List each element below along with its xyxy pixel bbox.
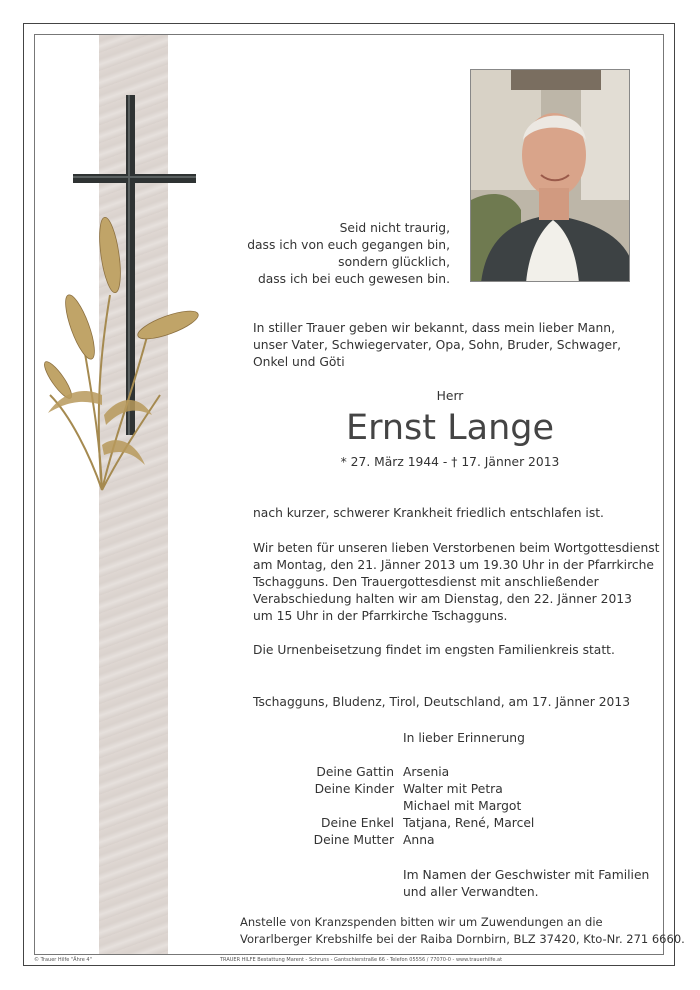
footer-copyright: © Trauer Hilfe "Ähre 4" (34, 957, 92, 963)
service-line: Verabschiedung halten wir am Dienstag, den 22. Jänner 2013 (253, 592, 632, 606)
poem (230, 220, 450, 288)
cross-horizontal-beam (73, 174, 196, 183)
closing-line: und aller Verwandten. (403, 885, 539, 899)
family-label: Deine Gattin (316, 765, 394, 779)
poem-line: sondern glücklich, (338, 255, 450, 269)
family-value: Arsenia (403, 765, 450, 779)
place-date: Tschagguns, Bludenz, Tirol, Deutschland, am 17. Jänner 2013 (253, 695, 631, 709)
title-herr: Herr (436, 389, 464, 403)
poem-line: Seid nicht traurig, (339, 221, 450, 235)
closing-line: Im Namen der Geschwister mit Familien (403, 868, 650, 882)
family-value: Anna (403, 833, 435, 847)
family-labels (290, 764, 394, 849)
poem-line: dass ich von euch gegangen bin, (247, 238, 450, 252)
family-value: Michael mit Margot (403, 799, 522, 813)
service-line: um 15 Uhr in der Pfarrkirche Tschagguns. (253, 609, 508, 623)
donation-text (240, 914, 685, 948)
service-line: Wir beten für unseren lieben Verstorbenen beim Wortgottesdienst (253, 541, 660, 555)
closing-text (403, 867, 649, 901)
family-label: Deine Kinder (314, 782, 394, 796)
family-value: Tatjana, René, Marcel (403, 816, 535, 830)
footer-funeral-home: TRAUER HILFE Bestattung Marent - Schruns - Gantschierstraße 66 - Telefon 05556 / 77070-0 - www.trauerhilfe.at (220, 957, 503, 963)
life-dates: * 27. März 1944 - † 17. Jänner 2013 (340, 455, 560, 469)
family-label: Deine Enkel (321, 816, 394, 830)
urn-text: Die Urnenbeisetzung findet im engsten Familienkreis statt. (253, 643, 615, 657)
service-line: am Montag, den 21. Jänner 2013 um 19.30 Uhr in der Pfarrkirche (253, 558, 654, 572)
portrait-photo (470, 69, 630, 282)
service-line: Tschagguns. Den Trauergottesdienst mit anschließender (253, 575, 599, 589)
family-value: Walter mit Petra (403, 782, 503, 796)
memory-heading: In lieber Erinnerung (403, 731, 525, 745)
family-label: Deine Mutter (313, 833, 394, 847)
service-text (253, 540, 663, 625)
donation-line: Vorarlberger Krebshilfe bei der Raiba Dornbirn, BLZ 37420, Kto-Nr. 271 6660. (240, 932, 685, 946)
donation-line: Anstelle von Kranzspenden bitten wir um Zuwendungen an die (240, 915, 603, 929)
family-values (403, 764, 534, 849)
wheat-ears (40, 216, 201, 401)
cross-with-wheat-icon (40, 95, 210, 505)
family-label (290, 798, 394, 815)
passing-text: nach kurzer, schwerer Krankheit friedlich entschlafen ist. (253, 506, 604, 520)
poem-line: dass ich bei euch gewesen bin. (257, 272, 450, 286)
intro-text: In stiller Trauer geben wir bekannt, dass mein lieber Mann, unser Vater, Schwiegervater, Opa, Sohn, Bruder, Schwager, Onkel und Göti (253, 321, 622, 369)
deceased-name: Ernst Lange (345, 408, 555, 448)
